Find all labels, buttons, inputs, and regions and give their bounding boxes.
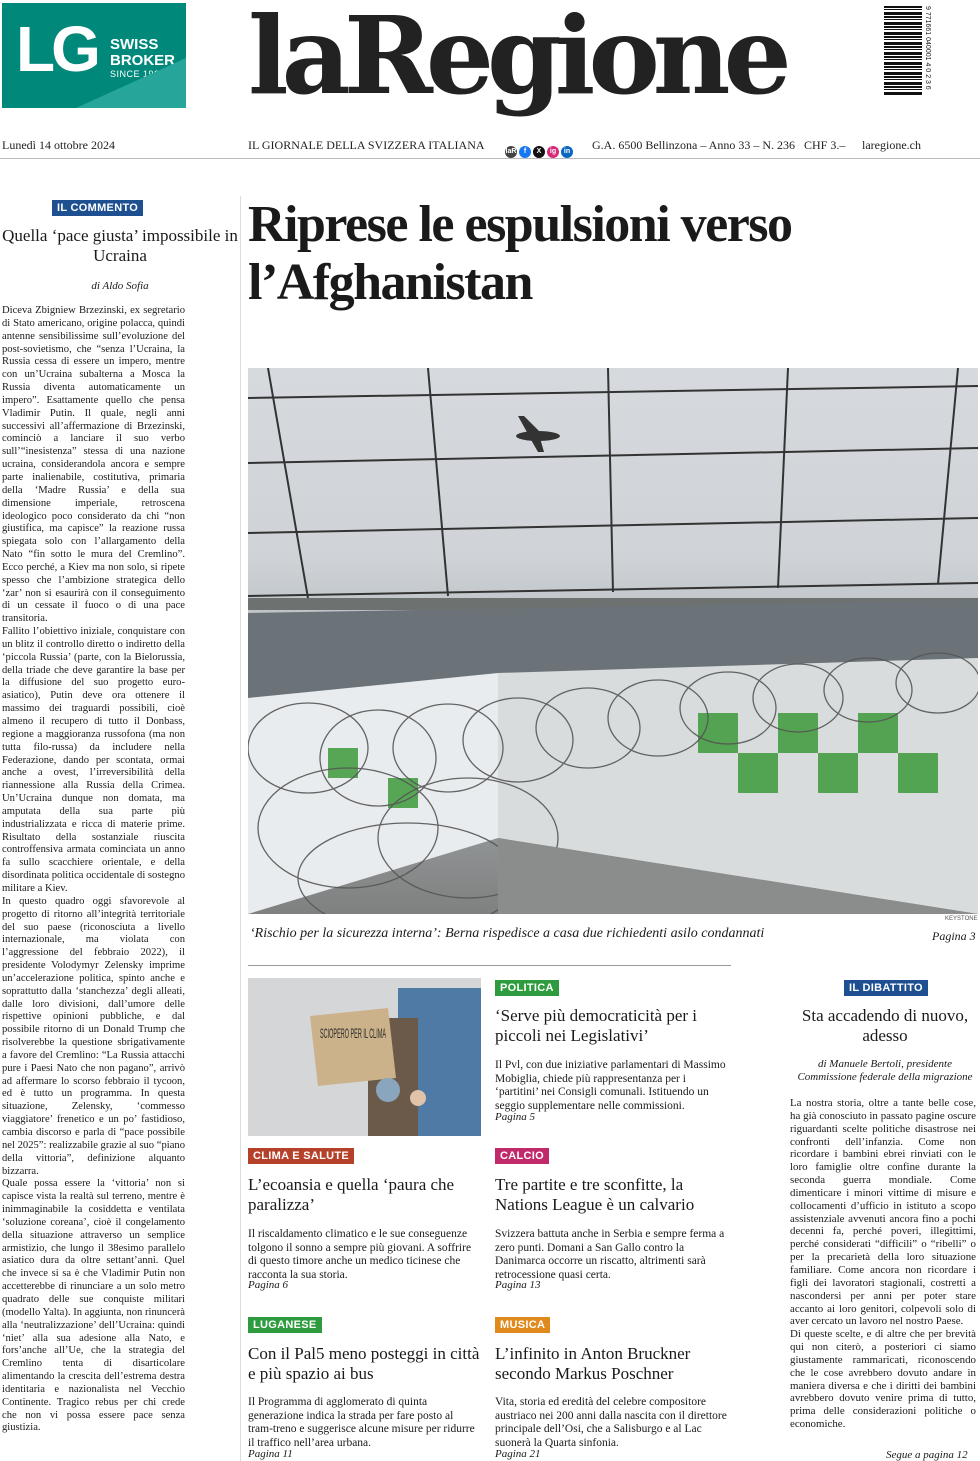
ad-brand: SWISS BROKER bbox=[110, 36, 176, 69]
laregione-icon[interactable]: laR bbox=[505, 146, 517, 158]
page-reference[interactable]: Pagina 3 bbox=[932, 929, 976, 943]
page-reference[interactable]: Pagina 5 bbox=[495, 1111, 536, 1123]
teaser-body: Il riscaldamento climatico e le sue conseguenze tolgono il sonno a sempre più giovani. A soffrire di questo timore anche un medico ticinese che racconta la sua storia. bbox=[248, 1228, 472, 1281]
page-reference[interactable]: Pagina 13 bbox=[495, 1279, 541, 1291]
section-tag: CLIMA E SALUTE bbox=[248, 1148, 354, 1164]
ad-decoration bbox=[76, 58, 186, 108]
main-photo-illustration bbox=[248, 368, 978, 914]
comment-title[interactable]: Quella ‘pace giusta’ impossibile in Ucraina bbox=[2, 226, 238, 265]
divider bbox=[0, 158, 980, 159]
teaser-body: Il Programma di agglomerato di quinta generazione indica la strada per fare posto al tram-treno e suggerisce alcune misure per ridurre il traffico nell’area urbana. bbox=[248, 1396, 475, 1449]
teaser-title[interactable]: L’infinito in Anton Bruckner secondo Markus Poschner bbox=[495, 1344, 691, 1383]
paragraph: In questo quadro oggi sfavorevole al progetto di ritorno all’integrità territoriale del suo paese (riconosciuta a livello internazionale, ma violata con l’aggressione del febbraio 2022), il presidente Volodymyr Zelensky imprime un’accelerazione politica, spinto anche e soprattutto dalla ‘stanchezza’ degli alleati, dalle loro divisioni, dall’umore delle rispettive opinioni pubbliche, e dal possibile ritorno di un Donald Trump che risolverebbe la questione sbrigativamente a favore del Cremlino: “La Russia attacchi pure i Paesi Nato che non pagano”, arrivò ad affermare lo scorso febbraio il tycoon, ed è tutto un programma. In questa situazione, Zelensky, ‘commesso viaggiatore’ frenetico e un po’ fastidioso, cambia discorso e parla di “pace possibile nel 2025”: realizzabile grazie al suo “piano della vittoria”, definizione alquanto bizzarra. bbox=[2, 895, 185, 1177]
section-tag: POLITICA bbox=[495, 980, 559, 996]
page-reference[interactable]: Pagina 6 bbox=[248, 1279, 289, 1291]
debate-author: di Manuele Bertoli, presidente Commissione federale della migrazione bbox=[797, 1058, 973, 1083]
linkedin-icon[interactable]: in bbox=[561, 146, 573, 158]
issue-date: Lunedì 14 ottobre 2024 bbox=[2, 138, 115, 152]
main-photo[interactable] bbox=[248, 368, 978, 914]
swiss-broker-ad[interactable] bbox=[2, 3, 186, 108]
x-icon[interactable]: X bbox=[533, 146, 545, 158]
paragraph: Di queste scelte, e di altre che per brevità qui non citerò, a posteriori ci siamo giustamente rammaricati, riconoscendo che le cose avrebbero dovuto andare in maniera diversa e che i diritti dei bambini avrebbero dovuto venire prima di tutto, prima delle considerazioni politiche o economiche. bbox=[790, 1328, 976, 1431]
divider bbox=[248, 965, 731, 966]
photo-credit: KEYSTONE bbox=[945, 916, 978, 922]
teaser-title[interactable]: L’ecoansia e quella ‘paura che paralizza’ bbox=[248, 1175, 455, 1214]
page-reference[interactable]: Pagina 11 bbox=[248, 1448, 293, 1460]
paragraph: La nostra storia, oltre a tante belle cose, ha già conosciuto in passato pagine oscure riguardanti scelte politiche disastrose nei confronti dell’infanzia. Come non ricordare i bambini ebrei rinviati con le loro famiglie oltre confine durante la seconda guerra mondiale. Come dimenticare i minori vittime di misure e collocamenti d’ufficio in istituto a scopo assistenziale avvenuti ancora fino a pochi decenni fa, perché poveri, illegittimi, perché considerati “difficili” o “ribelli” o per la precarietà della loro situazione familiare. Come ancora non ricordare i figli dei lavoratori stagionali, costretti a nascondersi per anni per poter stare accanto ai loro genitori, colpevoli solo di aver cercato un lavoro nel nostro Paese. bbox=[790, 1097, 976, 1328]
comment-author: di Aldo Sofia bbox=[91, 280, 149, 292]
page-reference[interactable]: Pagina 21 bbox=[495, 1448, 541, 1460]
instagram-icon[interactable]: ig bbox=[547, 146, 559, 158]
climate-photo-illustration bbox=[248, 978, 481, 1136]
newspaper-logo[interactable]: laRegione bbox=[248, 0, 785, 119]
section-tag: IL DIBATTITO bbox=[844, 980, 928, 996]
teaser-body: Svizzera battuta anche in Serbia e sempre ferma a zero punti. Domani a San Gallo contro la Danimarca occorre un riscatto, altrimenti sarà retrocessione quasi certa. bbox=[495, 1228, 725, 1281]
tagline: IL GIORNALE DELLA SVIZZERA ITALIANA bbox=[248, 138, 485, 152]
teaser-title[interactable]: Con il Pal5 meno posteggi in città e più spazio ai bus bbox=[248, 1344, 480, 1383]
debate-title[interactable]: Sta accadendo di nuovo, adesso bbox=[801, 1006, 969, 1045]
teaser-body: Vita, storia ed eredità del celebre compositore austriaco nei 200 anni dalla nascita con il direttore principale dell’Osi, che a Salisburgo e al Lac suonerà la Quarta sinfonia. bbox=[495, 1396, 727, 1449]
comment-body bbox=[2, 305, 185, 1461]
price: CHF 3.– bbox=[804, 138, 846, 152]
paragraph: Quale possa essere la ‘vittoria’ non si capisce vista la realtà sul terreno, mentre è inimmaginabile la cosiddetta e ventilata ‘soluzione coreana’, cioè il congelamento della situazione attraverso un semplice armistizio, che lungo il 38esimo parallelo asiatico dura da oltre settant’anni. Quel che invece si sa è che Vladimir Putin non accetterebbe di rinunciare a un solo metro quadrato delle sue conquiste militari (modello Yalta). In aggiunta, non rinuncerà alla ‘neutralizzazione’ dell’Ucraina: quindi ‘niet’ alla sua adesione alla Nato, e fors’anche all’Ue, che la strategia del Cremlino tenta di disarticolare alimentando la crescita dell’estrema destra identitaria e nazionalista nel Vecchio Continente. Tragico rebus per chi crede che non vi possa essere pace senza giustizia. bbox=[2, 1178, 185, 1434]
facebook-icon[interactable]: f bbox=[519, 146, 531, 158]
photo-caption: ‘Rischio per la sicurezza interna’: Berna rispedisce a casa due richiedenti asilo condannati bbox=[250, 926, 765, 941]
ad-since: SINCE 1909 bbox=[110, 69, 166, 79]
website-link[interactable]: laregione.ch bbox=[862, 138, 921, 152]
barcode-icon bbox=[884, 6, 922, 96]
main-headline[interactable]: Riprese le espulsioni verso l’Afghanistan bbox=[248, 196, 792, 311]
section-tag: LUGANESE bbox=[248, 1317, 322, 1333]
climate-photo[interactable] bbox=[248, 978, 481, 1136]
debate-body bbox=[790, 1097, 976, 1451]
edition-info: G.A. 6500 Bellinzona – Anno 33 – N. 236 bbox=[592, 138, 795, 152]
paragraph: Fallito l’obiettivo iniziale, conquistare con un blitz il controllo diretto o indiretto della ‘piccola Russia’ (parte, con la Bielorussia, della triade che deve garantire la base per la diffusione del suo progetto euro-asiatico), Putin deve ora ottenere il massimo dei traguardi possibili, cioè almeno il recupero di tutto il Donbass, regione a maggioranza russofona (ma non tutta filo-russa) da includere nella Federazione, dando per scontata, ormai anche a ovest, l’irreversibilità della riannessione alla Russia della Crimea. Un’Ucraina dunque non domata, ma amputata della sua parte più industrializzata e ricca di materie prime. Risultato della sostanziale riuscita controffensiva armata cominciata un anno fa sullo scacchiere orientale, e della disordinata politica occidentale di sostegno militare a Kiev. bbox=[2, 626, 185, 894]
paragraph: Diceva Zbigniew Brzezinski, ex segretario di Stato americano, origine polacca, quindi antenne sensibilissime sull’evoluzione del post-sovietismo, che “senza l’Ucraina, la Russia cessa di essere un impero, mentre con un’Ucraina subalterna a Mosca la Russia diventa automaticamente un impero”. Esattamente quello che pensa Vladimir Putin. Il quale, negli anni successivi all’affermazione di Brzezinski, cominciò a lanciare il suo verbo sull’“inesistenza” stessa di una nazione ucraina, considerandola ancora e sempre parte inalienabile, costitutiva, primaria della ‘Madre Russia’ e della sua dimensione imperiale, retroscena ideologico poco considerato da chi “non giustifica, ma capisce” la reazione russa spiegata solo con l’allargamento della Nato “fin sotto le mura del Cremlino”. Ecco perché, a Kiev ma non solo, si ripete spesso che l’ambizione strategica dello ‘zar’ non si esaurirà con il conseguimento di un cessate il fuoco o di una pace transitoria. bbox=[2, 305, 185, 625]
section-tag: MUSICA bbox=[495, 1317, 550, 1333]
column-divider bbox=[240, 196, 241, 1461]
section-tag: IL COMMENTO bbox=[52, 200, 143, 216]
barcode-number: 9 771661 040001 4 0 2 3 6 bbox=[924, 6, 931, 90]
teaser-title[interactable]: Tre partite e tre sconfitte, la Nations League è un calvario bbox=[495, 1175, 695, 1214]
section-tag: CALCIO bbox=[495, 1148, 549, 1164]
ad-logo: LG bbox=[16, 13, 97, 85]
teaser-title[interactable]: ‘Serve più democraticità per i piccoli nei Legislativi’ bbox=[495, 1006, 698, 1045]
teaser-body: Il Pvl, con due iniziative parlamentari di Massimo Mobiglia, chiede più rappresentanza per i ‘partitini’ nei Consigli comunali. Istituendo un seggio supplementare nelle commissioni. bbox=[495, 1059, 726, 1112]
airplane-icon bbox=[516, 416, 560, 452]
continue-reference[interactable]: Segue a pagina 12 bbox=[886, 1449, 968, 1461]
sign-text: SCIOPERO PER IL CLIMA bbox=[320, 1025, 387, 1041]
social-links bbox=[505, 146, 573, 158]
